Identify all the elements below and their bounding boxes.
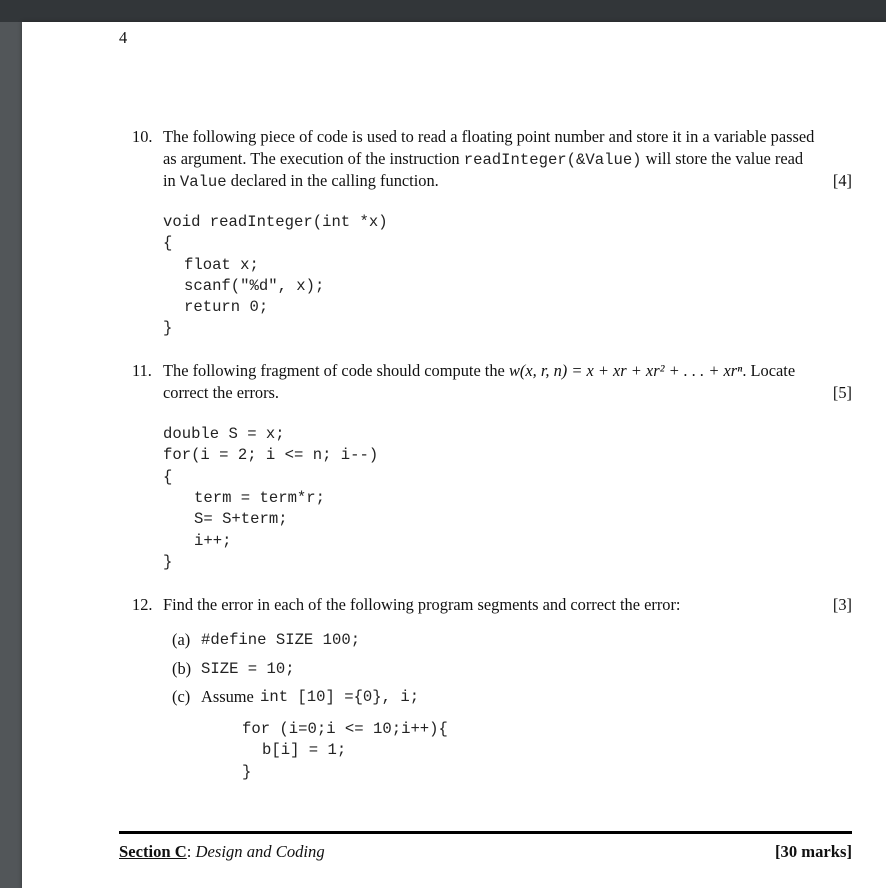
- section-heading: [119, 842, 325, 862]
- q11-code-line: S= S+term;: [194, 510, 288, 528]
- q12-a-label: (a): [172, 630, 191, 649]
- q10-marks: [4]: [832, 171, 852, 190]
- q12-c-text: Assume: [201, 687, 254, 706]
- q10-line2: [163, 149, 803, 169]
- document-page: [22, 22, 886, 888]
- q11-number: 11.: [132, 361, 152, 380]
- q11-formula: w(x, r, n) = x + xr + xr² + . . . + xrⁿ: [508, 361, 743, 380]
- q11-line1: [163, 361, 795, 381]
- q12-c-code: int [10] ={0}, i;: [260, 688, 420, 706]
- q11-code-line: {: [163, 468, 173, 486]
- q10-line3-text: in: [163, 171, 176, 190]
- q10-code-line: return 0;: [184, 298, 269, 316]
- section-marks: [30 marks]: [775, 842, 852, 861]
- q12-a-code: #define SIZE 100;: [201, 631, 361, 649]
- q10-code-line: }: [163, 319, 173, 337]
- q11-marks: [5]: [832, 383, 852, 402]
- q12-c-block-line: for (i=0;i <= 10;i++){: [242, 720, 448, 738]
- q12-line1: Find the error in each of the following program segments and correct the error:: [163, 595, 681, 614]
- page-number: 4: [119, 28, 128, 47]
- q10-number: 10.: [132, 127, 153, 146]
- section-colon: :: [186, 842, 192, 861]
- section-label: Section C: [119, 842, 187, 861]
- q12-number: 12.: [132, 595, 153, 614]
- q10-line3: [163, 171, 439, 191]
- q10-line2-text: as argument. The execution of the instruction: [163, 149, 460, 168]
- q10-code-line: {: [163, 234, 173, 252]
- section-title: Design and Coding: [195, 842, 325, 861]
- q11-code-line: term = term*r;: [194, 489, 326, 507]
- q10-code-line: void readInteger(int *x): [163, 213, 388, 231]
- q12-marks: [3]: [832, 595, 852, 614]
- q11-code-line: for(i = 2; i <= n; i--): [163, 446, 379, 464]
- q10-code-line: float x;: [184, 256, 259, 274]
- q11-line1-text: The following fragment of code should compute the: [163, 361, 505, 380]
- q12-b-code: SIZE = 10;: [201, 660, 295, 678]
- q10-code-line: scanf("%d", x);: [184, 277, 325, 295]
- q10-line2-text-end: will store the value read: [645, 149, 804, 168]
- q12-c-block-line: b[i] = 1;: [262, 741, 347, 759]
- q10-line3-text-end: declared in the calling function.: [230, 171, 439, 190]
- q12-c-block-line: }: [242, 763, 252, 781]
- q11-line1-text-end: . Locate: [742, 361, 796, 380]
- q10-line1: The following piece of code is used to read a floating point number and store it in a variable passed: [163, 127, 815, 146]
- viewer-toolbar: [0, 0, 886, 22]
- q10-line2-code: readInteger(&Value): [463, 151, 642, 169]
- q11-line2: correct the errors.: [163, 383, 280, 402]
- q11-code-line: }: [163, 553, 173, 571]
- section-divider: [119, 831, 852, 834]
- q10-line3-code: Value: [179, 173, 227, 191]
- q11-code-line: double S = x;: [163, 425, 285, 443]
- q12-c-label: (c): [172, 687, 191, 706]
- q11-code-line: i++;: [194, 532, 232, 550]
- q12-b-label: (b): [172, 659, 192, 678]
